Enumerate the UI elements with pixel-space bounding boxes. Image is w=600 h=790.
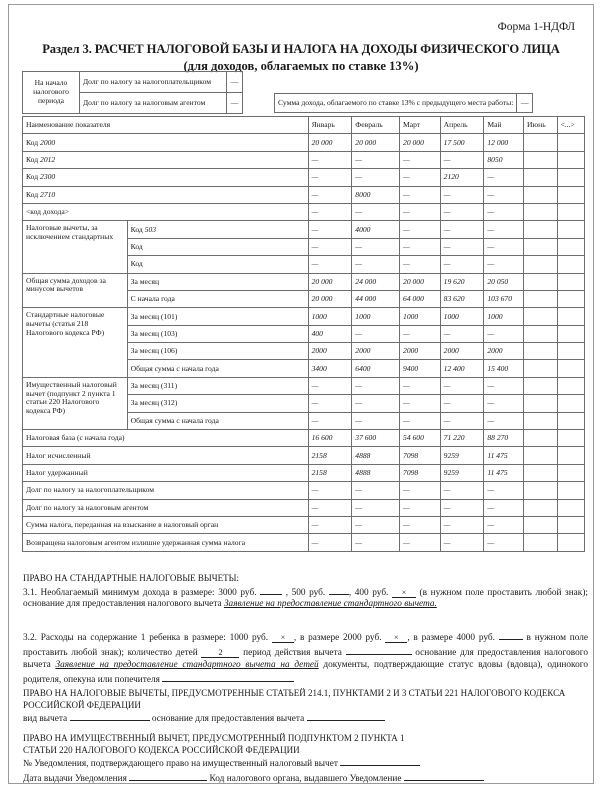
cell: 12 000: [484, 134, 524, 151]
cell: [523, 186, 557, 203]
form-id: Форма 1-НДФЛ: [497, 21, 575, 33]
notice-date-line: Дата выдачи Уведомления Код налогового органа, выдавшего Уведомление: [23, 771, 588, 786]
cell: [557, 325, 585, 342]
group-label: Имущественный налоговый вычет (подпункт 2 пункта 1 статьи 220 Налогового кодекса РФ): [23, 377, 128, 429]
taxpayer-debt-value: —: [227, 72, 243, 93]
cell: —: [400, 325, 441, 342]
cell: 1000: [440, 308, 484, 325]
section-title: Раздел 3. РАСЧЕТ НАЛОГОВОЙ БАЗЫ И НАЛОГА НА ДОХОДЫ ФИЗИЧЕСКОГО ЛИЦА: [42, 42, 560, 56]
indicator-header: Наименование показателя: [23, 117, 309, 134]
group-label: Налоговые вычеты, за исключением стандартных: [23, 221, 128, 273]
month-header: Май: [484, 117, 524, 134]
cell: —: [440, 499, 484, 516]
cell: 4000: [352, 221, 400, 238]
row-label: Код: [127, 238, 308, 255]
cell: —: [308, 169, 352, 186]
cell: —: [440, 395, 484, 412]
field-1000[interactable]: ×: [272, 633, 294, 643]
agent-debt-label: Долг по налогу за налоговым агентом: [80, 93, 227, 114]
cell: [557, 534, 585, 551]
cell: —: [352, 203, 400, 220]
row-label: За месяц (106): [127, 343, 308, 360]
cell: [523, 499, 557, 516]
cell: [557, 360, 585, 377]
basis-3-1: Заявление на предоставление стандартного вычета.: [223, 599, 437, 610]
cell: —: [308, 186, 352, 203]
tax-office-code-field[interactable]: [404, 771, 484, 781]
cell: 2158: [308, 447, 352, 464]
cell: 9259: [440, 447, 484, 464]
cell: [523, 290, 557, 307]
cell: 2000: [400, 343, 441, 360]
cell: —: [400, 203, 441, 220]
cell: 12 400: [440, 360, 484, 377]
cell: [557, 308, 585, 325]
cell: —: [352, 482, 400, 499]
social-deductions-line: вид вычета основание для предоставления вычета: [23, 711, 588, 726]
cell: —: [484, 203, 524, 220]
cell: [523, 516, 557, 533]
cell: [523, 169, 557, 186]
cell: [557, 482, 585, 499]
cell: —: [484, 238, 524, 255]
agent-debt-value: —: [227, 93, 243, 114]
row-label: Возвращена налоговым агентом излишне удержанная сумма налога: [23, 534, 309, 551]
cell: [557, 430, 585, 447]
cell: —: [308, 151, 352, 168]
month-header: Февраль: [352, 117, 400, 134]
row-label: Код 2300: [23, 169, 309, 186]
opening-balance-table: [22, 71, 243, 114]
cell: 3400: [308, 360, 352, 377]
cell: 11 475: [484, 464, 524, 481]
cell: 8050: [484, 151, 524, 168]
cell: 2000: [352, 343, 400, 360]
cell: —: [440, 412, 484, 429]
cell: —: [440, 221, 484, 238]
cell: —: [440, 534, 484, 551]
cell: 1000: [484, 308, 524, 325]
cell: —: [484, 395, 524, 412]
table-row: [23, 534, 585, 551]
cell: 16 600: [308, 430, 352, 447]
cell: —: [440, 482, 484, 499]
row-label: Общая сумма с начала года: [127, 360, 308, 377]
table-row: [23, 499, 585, 516]
cell: [557, 499, 585, 516]
cell: [557, 516, 585, 533]
cell: [523, 360, 557, 377]
cell: 2158: [308, 464, 352, 481]
cell: —: [308, 499, 352, 516]
cell: [557, 134, 585, 151]
table-row: [23, 430, 585, 447]
cell: —: [400, 377, 441, 394]
table-row: [23, 203, 585, 220]
cell: 4888: [352, 464, 400, 481]
row-label: Код: [127, 256, 308, 273]
section-subtitle: (для доходов, облагаемых по ставке 13%): [183, 59, 419, 73]
row-label: Налог удержанный: [23, 464, 309, 481]
taxpayer-debt-label: Долг по налогу за налогоплательщиком: [80, 72, 227, 93]
standard-deductions-section: [23, 573, 588, 611]
cell: 88 270: [484, 430, 524, 447]
cell: —: [484, 256, 524, 273]
cell: [523, 534, 557, 551]
table-row: [23, 134, 585, 151]
cell: [557, 256, 585, 273]
cell: [557, 377, 585, 394]
table-row: [23, 308, 585, 325]
table-header-row: [23, 117, 585, 134]
field-4000[interactable]: [499, 630, 523, 640]
cell: 64 000: [400, 290, 441, 307]
form-page: [8, 4, 594, 784]
cell: 20 000: [400, 134, 441, 151]
cell: —: [484, 516, 524, 533]
cell: —: [400, 412, 441, 429]
cell: —: [484, 499, 524, 516]
cell: —: [308, 534, 352, 551]
cell: 1000: [352, 308, 400, 325]
cell: [523, 256, 557, 273]
group-label: Стандартные налоговые вычеты (статья 218 Налогового кодекса РФ): [23, 308, 128, 378]
cell: —: [484, 186, 524, 203]
cell: —: [308, 395, 352, 412]
cell: [557, 464, 585, 481]
cell: [523, 447, 557, 464]
cell: [557, 273, 585, 290]
cell: —: [352, 325, 400, 342]
cell: 2120: [440, 169, 484, 186]
previous-job-label: Сумма дохода, облагаемого по ставке 13% с предыдущего места работы:: [275, 94, 517, 113]
field-3000[interactable]: [260, 585, 282, 595]
cell: —: [352, 499, 400, 516]
cell: —: [400, 238, 441, 255]
cell: [557, 412, 585, 429]
cell: 4888: [352, 447, 400, 464]
cell: —: [484, 221, 524, 238]
children-count-field[interactable]: 2: [201, 648, 239, 658]
cell: —: [308, 377, 352, 394]
field-500[interactable]: [329, 585, 349, 595]
table-row: [23, 273, 585, 290]
cell: [523, 203, 557, 220]
cell: 17 500: [440, 134, 484, 151]
table-row: [23, 447, 585, 464]
cell: —: [440, 377, 484, 394]
month-header: <...>: [557, 117, 585, 134]
paragraph-3-1: 3.1. Необлагаемый минимум дохода в размере: 3000 руб. , 500 руб. , 400 руб. × (в нужном поле проставить любой знак); основание для предоставления налогового вычета Заявление на предоставление стандартного вычета.: [23, 586, 588, 610]
cell: —: [308, 221, 352, 238]
cell: [523, 273, 557, 290]
cell: [557, 221, 585, 238]
table-row: [23, 221, 585, 238]
cell: —: [308, 256, 352, 273]
cell: —: [484, 412, 524, 429]
cell: —: [440, 151, 484, 168]
cell: —: [440, 186, 484, 203]
cell: [557, 343, 585, 360]
cell: —: [400, 516, 441, 533]
social-deductions-heading: ПРАВО НА НАЛОГОВЫЕ ВЫЧЕТЫ, ПРЕДУСМОТРЕННЫЕ СТАТЬЕЙ 214.1, ПУНКТАМИ 2 И 3 СТАТЬИ 221 НАЛОГОВОГО КОДЕКСА РОССИЙСКОЙ ФЕДЕРАЦИИ: [23, 688, 566, 710]
cell: 7098: [400, 447, 441, 464]
row-label: Налоговая база (с начала года): [23, 430, 309, 447]
period-label: На начало налогового периода: [23, 72, 80, 114]
cell: 7098: [400, 464, 441, 481]
cell: [557, 238, 585, 255]
cell: [557, 447, 585, 464]
table-row: [23, 151, 585, 168]
cell: [523, 221, 557, 238]
cell: [557, 169, 585, 186]
cell: —: [400, 221, 441, 238]
cell: 15 400: [484, 360, 524, 377]
cell: —: [484, 169, 524, 186]
row-label: Долг по налогу за налоговым агентом: [23, 499, 309, 516]
month-header: Январь: [308, 117, 352, 134]
property-heading-2: СТАТЬИ 220 НАЛОГОВОГО КОДЕКСА РОССИЙСКОЙ ФЕДЕРАЦИИ: [23, 744, 300, 755]
cell: [557, 151, 585, 168]
month-header: Апрель: [440, 117, 484, 134]
cell: 20 050: [484, 273, 524, 290]
cell: —: [440, 256, 484, 273]
cell: —: [400, 482, 441, 499]
notice-date-field[interactable]: [129, 771, 207, 781]
group-label: Общая сумма доходов за минусом вычетов: [23, 273, 128, 308]
social-deductions-section: [23, 688, 588, 726]
basis-3-2: Заявление на предоставление стандартного вычета на детей: [55, 659, 319, 670]
cell: 2000: [484, 343, 524, 360]
row-label: Код 2710: [23, 186, 309, 203]
row-label: Код 2000: [23, 134, 309, 151]
cell: 11 475: [484, 447, 524, 464]
cell: 44 000: [352, 290, 400, 307]
property-heading-1: ПРАВО НА ИМУЩЕСТВЕННЫЙ ВЫЧЕТ, ПРЕДУСМОТРЕННЫЙ ПОДПУНКТОМ 2 ПУНКТА 1: [23, 733, 405, 743]
cell: [523, 325, 557, 342]
cell: —: [352, 534, 400, 551]
cell: —: [352, 238, 400, 255]
row-label: За месяц (311): [127, 377, 308, 394]
row-label: Код 2012: [23, 151, 309, 168]
cell: [523, 343, 557, 360]
cell: —: [400, 534, 441, 551]
row-label: Сумма налога, переданная на взыскание в налоговый орган: [23, 516, 309, 533]
cell: [523, 151, 557, 168]
cell: 37 600: [352, 430, 400, 447]
period-field[interactable]: [346, 645, 412, 655]
cell: —: [308, 203, 352, 220]
cell: —: [352, 412, 400, 429]
cell: —: [440, 516, 484, 533]
row-label: За месяц (103): [127, 325, 308, 342]
previous-job-value: —: [517, 94, 533, 113]
table-row: [23, 464, 585, 481]
cell: —: [352, 256, 400, 273]
table-row: [23, 482, 585, 499]
notice-number-field[interactable]: [340, 756, 420, 766]
row-label: За месяц (312): [127, 395, 308, 412]
cell: 20 000: [352, 134, 400, 151]
cell: —: [400, 169, 441, 186]
cell: —: [440, 238, 484, 255]
cell: —: [400, 395, 441, 412]
cell: —: [352, 377, 400, 394]
cell: —: [484, 325, 524, 342]
cell: 20 000: [308, 273, 352, 290]
cell: 2000: [308, 343, 352, 360]
cell: —: [352, 395, 400, 412]
cell: 8000: [352, 186, 400, 203]
row-label: За месяц (101): [127, 308, 308, 325]
row-label: Долг по налогу за налогоплательщиком: [23, 482, 309, 499]
field-400[interactable]: ×: [392, 588, 416, 598]
cell: 19 620: [440, 273, 484, 290]
cell: 400: [308, 325, 352, 342]
cell: 71 220: [440, 430, 484, 447]
cell: —: [308, 482, 352, 499]
cell: —: [352, 516, 400, 533]
cell: 20 000: [308, 290, 352, 307]
cell: [523, 482, 557, 499]
cell: 9400: [400, 360, 441, 377]
cell: 24 000: [352, 273, 400, 290]
cell: 103 670: [484, 290, 524, 307]
row-label: Общая сумма с начала года: [127, 412, 308, 429]
month-header: Март: [400, 117, 441, 134]
cell: —: [440, 203, 484, 220]
cell: [557, 203, 585, 220]
cell: [557, 290, 585, 307]
row-label: Налог исчисленный: [23, 447, 309, 464]
row-label: Код 503: [127, 221, 308, 238]
cell: —: [484, 377, 524, 394]
cell: [523, 308, 557, 325]
cell: 83 620: [440, 290, 484, 307]
cell: —: [352, 151, 400, 168]
cell: 2000: [440, 343, 484, 360]
table-row: [23, 377, 585, 394]
cell: [523, 464, 557, 481]
cell: —: [400, 256, 441, 273]
cell: [523, 430, 557, 447]
cell: —: [484, 534, 524, 551]
row-label: За месяц: [127, 273, 308, 290]
cell: 6400: [352, 360, 400, 377]
cell: —: [484, 482, 524, 499]
table-row: [23, 186, 585, 203]
cell: 1000: [308, 308, 352, 325]
table-row: [23, 516, 585, 533]
cell: —: [440, 325, 484, 342]
cell: 20 000: [400, 273, 441, 290]
cell: —: [400, 499, 441, 516]
cell: [523, 395, 557, 412]
cell: 20 000: [308, 134, 352, 151]
cell: [523, 134, 557, 151]
notice-number-line: № Уведомления, подтверждающего право на имущественный налоговый вычет: [23, 756, 588, 771]
guardian-docs-field[interactable]: [162, 672, 294, 682]
field-2000[interactable]: ×: [385, 633, 407, 643]
deduction-type-field[interactable]: [70, 711, 150, 721]
cell: —: [308, 516, 352, 533]
row-label: С начала года: [127, 290, 308, 307]
cell: [523, 377, 557, 394]
row-label: <код дохода>: [23, 203, 309, 220]
cell: —: [352, 169, 400, 186]
month-header: Июнь: [523, 117, 557, 134]
cell: [557, 186, 585, 203]
paragraph-3-2: 3.2. Расходы на содержание 1 ребенка в размере: 1000 руб. × , в размере 2000 руб. × , в размере 4000 руб. в нужном поле проставить любой знак); количество детей 2 период действия вычета основание для предоставления налогового вычета Заявление на предоставление стандартного вычета на детей документы, подтверждающие статус вдовы (вдовца), одинокого родителя, опекуна или попечителя: [23, 632, 589, 685]
property-deduction-section: [23, 733, 588, 786]
cell: —: [308, 412, 352, 429]
standard-deductions-heading: ПРАВО НА СТАНДАРТНЫЕ НАЛОГОВЫЕ ВЫЧЕТЫ:: [23, 573, 239, 583]
cell: 1000: [400, 308, 441, 325]
cell: —: [308, 238, 352, 255]
cell: —: [400, 186, 441, 203]
cell: [523, 412, 557, 429]
table-row: [23, 169, 585, 186]
cell: [557, 395, 585, 412]
cell: [523, 238, 557, 255]
previous-job-table: [274, 93, 533, 113]
cell: 54 600: [400, 430, 441, 447]
cell: 9259: [440, 464, 484, 481]
tax-calculation-table: [22, 116, 585, 552]
deduction-basis-field[interactable]: [307, 711, 385, 721]
cell: —: [400, 151, 441, 168]
